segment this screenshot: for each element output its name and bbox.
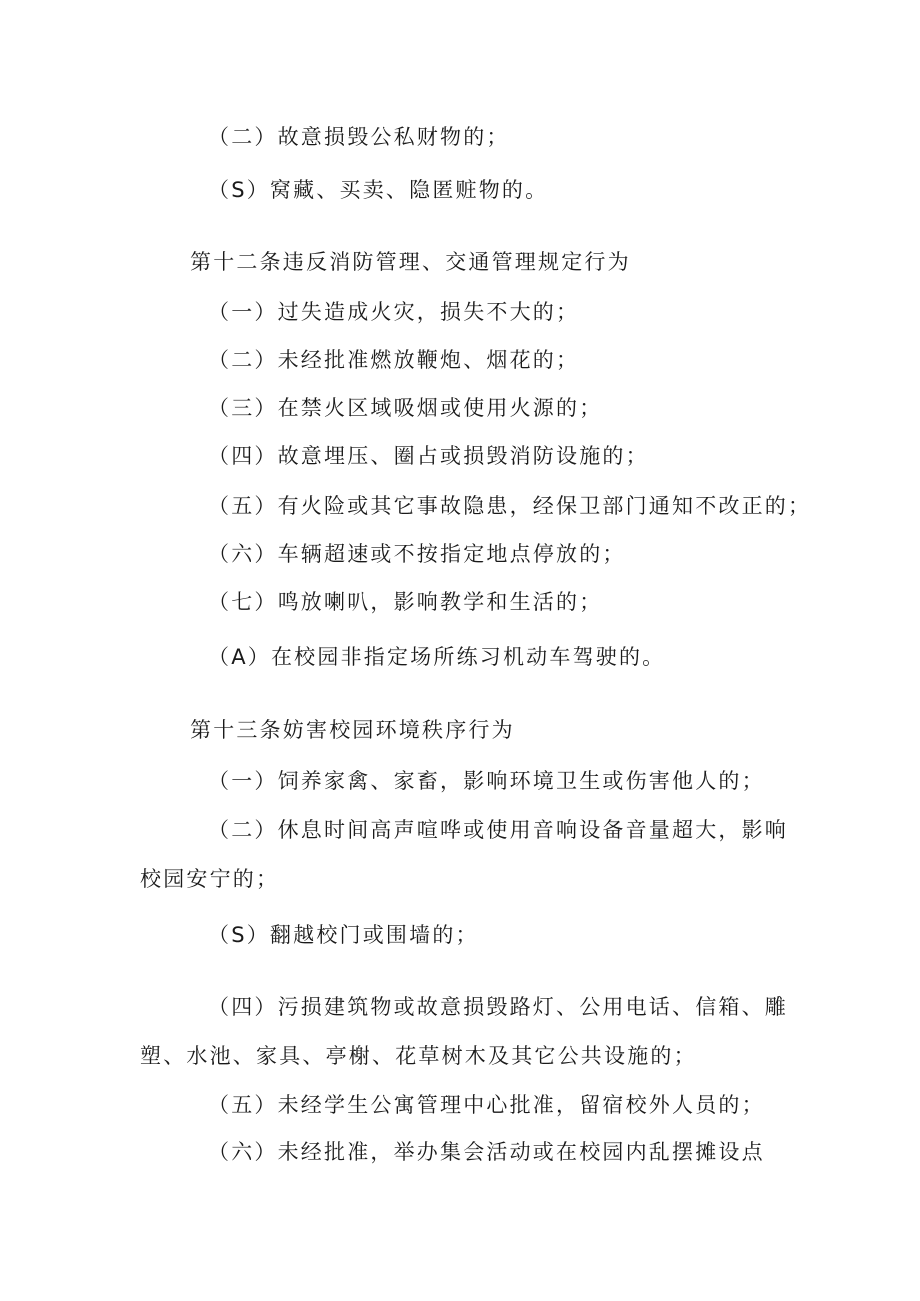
text-line: （五）未经学生公寓管理中心批准，留宿校外人员的； bbox=[208, 1093, 765, 1117]
text-line: （七）鸣放喇叭，影响教学和生活的； bbox=[208, 590, 603, 614]
text-line: （二）休息时间高声喧哗或使用音响设备音量超大，影响 bbox=[208, 818, 788, 842]
text-line: （六）车辆超速或不按指定地点停放的； bbox=[208, 542, 626, 566]
text-line: （一）过失造成火灾，损失不大的； bbox=[208, 300, 580, 324]
text-line: （一）饲养家禽、家畜，影响环境卫生或伤害他人的； bbox=[208, 769, 765, 793]
text-line: （六）未经批准，举办集会活动或在校园内乱摆摊设点 bbox=[208, 1140, 765, 1164]
text-line: （S）翻越校门或围墙的； bbox=[208, 923, 479, 947]
text-line: （二）未经批准燃放鞭炮、烟花的； bbox=[208, 348, 580, 372]
text-line: （四）故意埋压、圈占或损毁消防设施的； bbox=[208, 444, 649, 468]
section-heading: 第十三条妨害校园环境秩序行为 bbox=[190, 718, 515, 742]
text-line: （S）窝藏、买卖、隐匿赃物的。 bbox=[208, 178, 549, 202]
text-line: （五）有火险或其它事故隐患，经保卫部门通知不改正的； bbox=[208, 494, 812, 518]
text-line: （A）在校园非指定场所练习机动车驾驶的。 bbox=[208, 645, 666, 669]
text-line: （四）污损建筑物或故意损毁路灯、公用电话、信箱、雕 bbox=[208, 995, 788, 1019]
text-line: （三）在禁火区域吸烟或使用火源的； bbox=[208, 396, 603, 420]
section-heading: 第十二条违反消防管理、交通管理规定行为 bbox=[190, 250, 631, 274]
text-line: 校园安宁的； bbox=[140, 867, 280, 891]
text-line: （二）故意损毁公私财物的； bbox=[208, 125, 510, 149]
text-line: 塑、水池、家具、亭榭、花草树木及其它公共设施的； bbox=[140, 1044, 697, 1068]
